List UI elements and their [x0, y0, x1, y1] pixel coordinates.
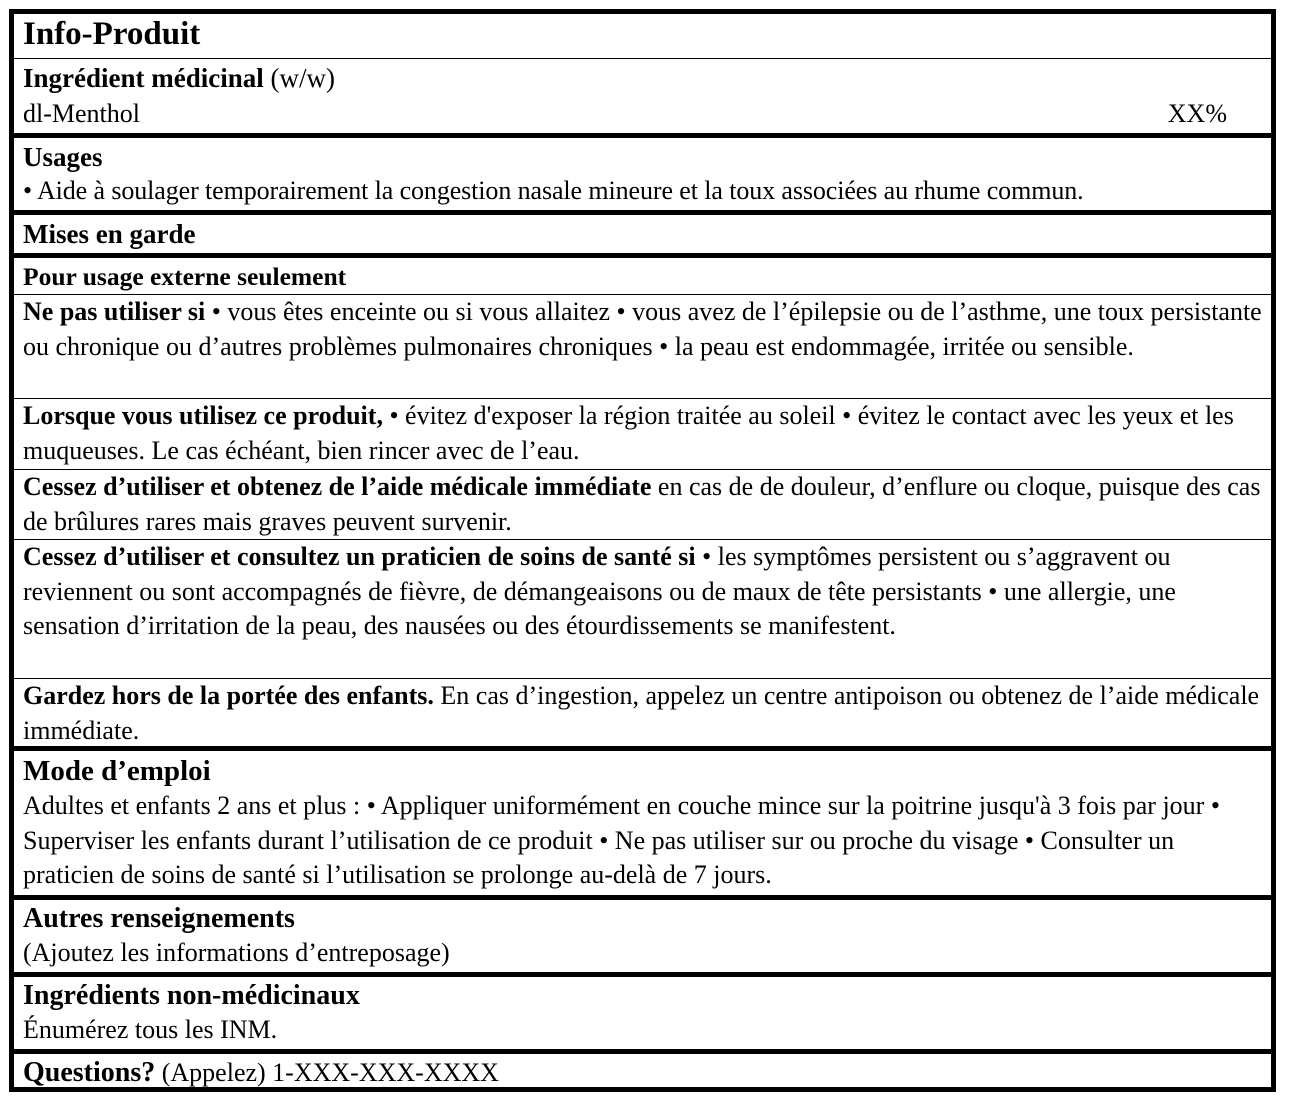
questions-phone: (Appelez) 1-XXX-XXX-XXXX: [155, 1058, 499, 1087]
stop-consult-label: Cessez d’utiliser et consultez un praticien de soins de santé si: [23, 542, 696, 571]
do-not-use-text: • vous êtes enceinte ou si vous allaitez • vous avez de l’épilepsie ou de l’asthme, une toux persistante ou chronique ou d’autres problèmes pulmonaires chroniques • la peau est endommagée, irritée ou sensible.: [23, 297, 1262, 361]
medicinal-heading: Ingrédient médicinal: [23, 63, 264, 93]
stop-medical-label: Cessez d’utiliser et obtenez de l’aide médicale immédiate: [23, 472, 652, 501]
external-use-section: [14, 260, 1271, 294]
divider: [14, 58, 1271, 59]
stop-medical-section: [14, 470, 1271, 539]
other-info-text: (Ajoutez les informations d’entreposage): [23, 938, 450, 967]
page-title: Info-Produit: [23, 16, 201, 52]
divider: [14, 895, 1271, 900]
uses-text: • Aide à soulager temporairement la congestion nasale mineure et la toux associées au rhume commun.: [23, 176, 1084, 205]
divider: [14, 746, 1271, 751]
children-section: [14, 679, 1271, 748]
divider: [14, 1049, 1271, 1054]
external-use-text: Pour usage externe seulement: [23, 262, 347, 291]
questions-heading: Questions?: [23, 1057, 156, 1088]
ingredient-name: dl-Menthol: [23, 99, 140, 128]
ingredient-row: [23, 96, 1271, 132]
non-medicinal-heading: Ingrédients non-médicinaux: [23, 980, 360, 1011]
children-label: Gardez hors de la portée des enfants.: [23, 681, 434, 710]
ingredient-amount: XX%: [1167, 99, 1227, 128]
stop-consult-text: • les symptômes persistent ou s’aggravent ou reviennent ou sont accompagnés de fièvre, de démangeaisons ou de maux de tête persistants • une allergie, une sensation d’irritation de la peau, des nausées ou des étourdissements se manifestent.: [23, 542, 1176, 640]
do-not-use-label: Ne pas utiliser si: [23, 297, 206, 326]
stop-consult-section: [14, 540, 1271, 678]
non-medicinal-section: [14, 979, 1271, 1049]
uses-section: [14, 140, 1271, 210]
warnings-heading: Mises en garde: [23, 219, 196, 249]
divider: [14, 972, 1271, 977]
divider: [14, 253, 1271, 258]
directions-text: Adultes et enfants 2 ans et plus : • Appliquer uniformément en couche mince sur la poitrine jusqu'à 3 fois par jour • Superviser les enfants durant l’utilisation de ce produit • Ne pas utiliser sur ou proche du visage • Consulter un praticien de soins de santé si l’utilisation se prolonge au-delà de 7 jours.: [23, 791, 1220, 889]
when-using-section: [14, 399, 1271, 468]
medicinal-ingredient-section: [14, 60, 1271, 133]
non-medicinal-text: Énumérez tous les INM.: [23, 1015, 278, 1044]
children-text: En cas d’ingestion, appelez un centre antipoison ou obtenez de l’aide médicale immédiate.: [23, 681, 1260, 745]
medicinal-unit: (w/w): [263, 63, 335, 93]
do-not-use-section: [14, 295, 1271, 398]
stop-medical-text: en cas de de douleur, d’enflure ou cloque, puisque des cas de brûlures rares mais graves peuvent survenir.: [23, 472, 1261, 536]
title-section: [14, 14, 1271, 59]
other-info-heading: Autres renseignements: [23, 903, 295, 934]
other-info-section: [14, 902, 1271, 974]
divider: [14, 210, 1271, 215]
warnings-heading-section: [14, 217, 1271, 253]
uses-heading: Usages: [23, 142, 103, 172]
product-info-panel: [9, 9, 1276, 1092]
when-using-label: Lorsque vous utilisez ce produit,: [23, 401, 383, 430]
when-using-text: • évitez d'exposer la région traitée au soleil • évitez le contact avec les yeux et les muqueuses. Le cas échéant, bien rincer avec de l’eau.: [23, 401, 1234, 465]
directions-heading: Mode d’emploi: [23, 755, 211, 787]
divider: [14, 133, 1271, 138]
questions-section: [14, 1056, 1271, 1092]
directions-section: [14, 753, 1271, 896]
